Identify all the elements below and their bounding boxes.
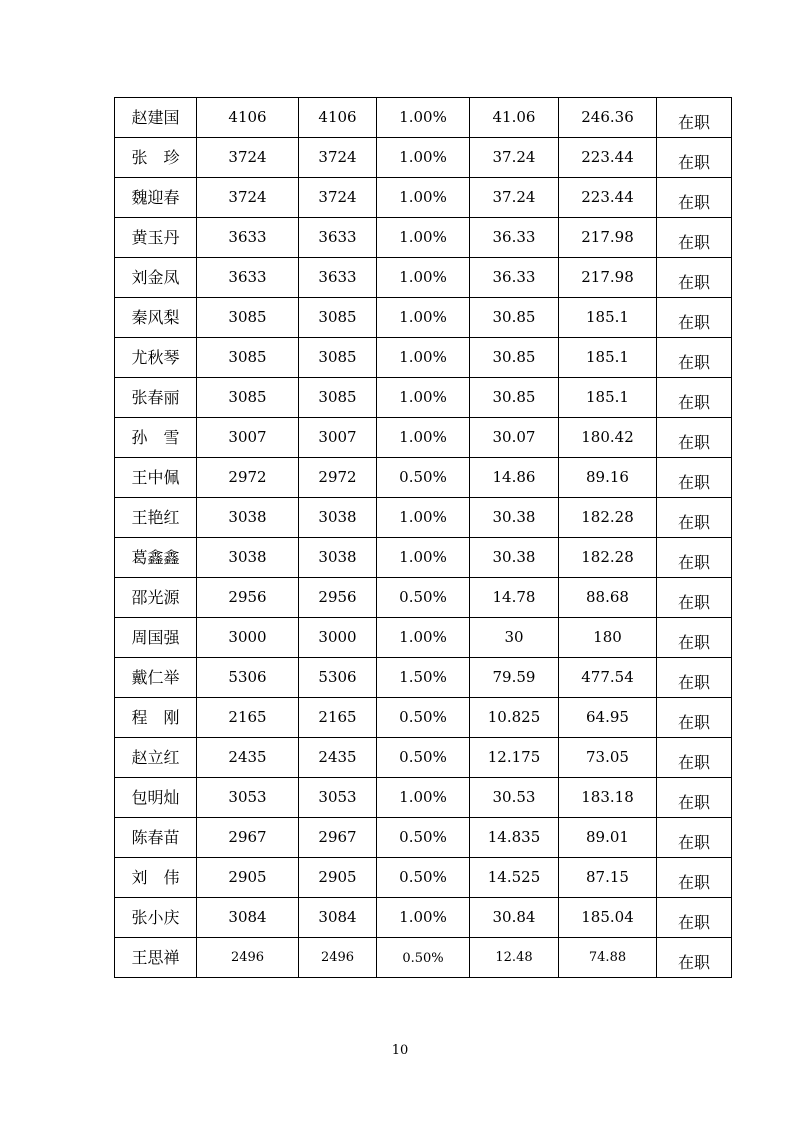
employee-name-cell: 魏迎春: [115, 178, 197, 218]
employee-name-cell: 张春丽: [115, 378, 197, 418]
employee-name-cell: 邵光源: [115, 578, 197, 618]
base-amount-cell: 3007: [197, 418, 299, 458]
base-amount-cell: 3085: [197, 298, 299, 338]
contribution-base-cell: 3085: [299, 298, 377, 338]
status-cell: 在职: [657, 138, 732, 178]
monthly-amount-cell: 30.85: [470, 338, 559, 378]
rate-cell: 1.00%: [377, 898, 470, 938]
monthly-amount-cell: 10.825: [470, 698, 559, 738]
status-cell: 在职: [657, 298, 732, 338]
rate-cell: 1.50%: [377, 658, 470, 698]
base-amount-cell: 3000: [197, 618, 299, 658]
status-cell: 在职: [657, 378, 732, 418]
monthly-amount-cell: 30.07: [470, 418, 559, 458]
total-amount-cell: 180.42: [559, 418, 657, 458]
status-cell: 在职: [657, 698, 732, 738]
status-cell: 在职: [657, 738, 732, 778]
rate-cell: 0.50%: [377, 938, 470, 978]
monthly-amount-cell: 36.33: [470, 258, 559, 298]
contribution-base-cell: 3724: [299, 178, 377, 218]
base-amount-cell: 3038: [197, 498, 299, 538]
table-row: [115, 538, 732, 578]
contribution-base-cell: 3084: [299, 898, 377, 938]
base-amount-cell: 3085: [197, 338, 299, 378]
total-amount-cell: 73.05: [559, 738, 657, 778]
base-amount-cell: 3085: [197, 378, 299, 418]
rate-cell: 0.50%: [377, 858, 470, 898]
contribution-base-cell: 3038: [299, 538, 377, 578]
base-amount-cell: 2496: [197, 938, 299, 978]
total-amount-cell: 185.1: [559, 378, 657, 418]
employee-name-cell: 秦风梨: [115, 298, 197, 338]
total-amount-cell: 217.98: [559, 218, 657, 258]
monthly-amount-cell: 30.85: [470, 378, 559, 418]
table-row: [115, 698, 732, 738]
contribution-base-cell: 2435: [299, 738, 377, 778]
total-amount-cell: 246.36: [559, 98, 657, 138]
total-amount-cell: 180: [559, 618, 657, 658]
table-row: [115, 618, 732, 658]
employee-name-cell: 包明灿: [115, 778, 197, 818]
employee-name-cell: 程 刚: [115, 698, 197, 738]
rate-cell: 1.00%: [377, 98, 470, 138]
rate-cell: 1.00%: [377, 498, 470, 538]
total-amount-cell: 477.54: [559, 658, 657, 698]
employee-name-cell: 周国强: [115, 618, 197, 658]
status-cell: 在职: [657, 538, 732, 578]
table-row: [115, 738, 732, 778]
base-amount-cell: 2956: [197, 578, 299, 618]
table-row: [115, 858, 732, 898]
contribution-base-cell: 3053: [299, 778, 377, 818]
contribution-base-cell: 2496: [299, 938, 377, 978]
total-amount-cell: 89.01: [559, 818, 657, 858]
status-cell: 在职: [657, 938, 732, 978]
table-row: [115, 298, 732, 338]
employee-name-cell: 张 珍: [115, 138, 197, 178]
monthly-amount-cell: 30.85: [470, 298, 559, 338]
rate-cell: 0.50%: [377, 818, 470, 858]
contribution-table: [114, 97, 732, 978]
rate-cell: 1.00%: [377, 378, 470, 418]
table-row: [115, 418, 732, 458]
monthly-amount-cell: 14.86: [470, 458, 559, 498]
base-amount-cell: 3038: [197, 538, 299, 578]
total-amount-cell: 88.68: [559, 578, 657, 618]
table-row: [115, 898, 732, 938]
rate-cell: 1.00%: [377, 178, 470, 218]
table-row: [115, 658, 732, 698]
table-row: [115, 938, 732, 978]
rate-cell: 1.00%: [377, 138, 470, 178]
base-amount-cell: 3633: [197, 218, 299, 258]
base-amount-cell: 4106: [197, 98, 299, 138]
status-cell: 在职: [657, 618, 732, 658]
table-body: [115, 98, 732, 978]
rate-cell: 1.00%: [377, 298, 470, 338]
status-cell: 在职: [657, 218, 732, 258]
monthly-amount-cell: 37.24: [470, 138, 559, 178]
employee-name-cell: 孙 雪: [115, 418, 197, 458]
employee-name-cell: 王艳红: [115, 498, 197, 538]
status-cell: 在职: [657, 778, 732, 818]
monthly-amount-cell: 79.59: [470, 658, 559, 698]
total-amount-cell: 223.44: [559, 178, 657, 218]
employee-name-cell: 刘 伟: [115, 858, 197, 898]
status-cell: 在职: [657, 898, 732, 938]
base-amount-cell: 3724: [197, 178, 299, 218]
rate-cell: 0.50%: [377, 698, 470, 738]
monthly-amount-cell: 14.835: [470, 818, 559, 858]
base-amount-cell: 2972: [197, 458, 299, 498]
monthly-amount-cell: 41.06: [470, 98, 559, 138]
employee-name-cell: 戴仁举: [115, 658, 197, 698]
base-amount-cell: 2435: [197, 738, 299, 778]
monthly-amount-cell: 30.53: [470, 778, 559, 818]
base-amount-cell: 2165: [197, 698, 299, 738]
employee-name-cell: 黄玉丹: [115, 218, 197, 258]
total-amount-cell: 217.98: [559, 258, 657, 298]
status-cell: 在职: [657, 658, 732, 698]
employee-name-cell: 赵建国: [115, 98, 197, 138]
rate-cell: 0.50%: [377, 578, 470, 618]
base-amount-cell: 3724: [197, 138, 299, 178]
rate-cell: 1.00%: [377, 418, 470, 458]
contribution-base-cell: 3724: [299, 138, 377, 178]
rate-cell: 1.00%: [377, 538, 470, 578]
base-amount-cell: 5306: [197, 658, 299, 698]
table-row: [115, 818, 732, 858]
status-cell: 在职: [657, 458, 732, 498]
status-cell: 在职: [657, 498, 732, 538]
status-cell: 在职: [657, 578, 732, 618]
total-amount-cell: 182.28: [559, 498, 657, 538]
employee-name-cell: 陈春苗: [115, 818, 197, 858]
total-amount-cell: 74.88: [559, 938, 657, 978]
rate-cell: 1.00%: [377, 618, 470, 658]
rate-cell: 1.00%: [377, 218, 470, 258]
status-cell: 在职: [657, 858, 732, 898]
contribution-base-cell: 2972: [299, 458, 377, 498]
monthly-amount-cell: 30.38: [470, 498, 559, 538]
monthly-amount-cell: 30.38: [470, 538, 559, 578]
monthly-amount-cell: 37.24: [470, 178, 559, 218]
total-amount-cell: 185.1: [559, 298, 657, 338]
total-amount-cell: 87.15: [559, 858, 657, 898]
total-amount-cell: 183.18: [559, 778, 657, 818]
total-amount-cell: 223.44: [559, 138, 657, 178]
status-cell: 在职: [657, 178, 732, 218]
contribution-base-cell: 2967: [299, 818, 377, 858]
page-number: 10: [391, 1043, 409, 1058]
monthly-amount-cell: 12.175: [470, 738, 559, 778]
rate-cell: 0.50%: [377, 738, 470, 778]
table-row: [115, 258, 732, 298]
table-row: [115, 498, 732, 538]
contribution-base-cell: 3085: [299, 378, 377, 418]
status-cell: 在职: [657, 98, 732, 138]
base-amount-cell: 2905: [197, 858, 299, 898]
employee-name-cell: 王思禅: [115, 938, 197, 978]
table-row: [115, 98, 732, 138]
table-row: [115, 578, 732, 618]
contribution-base-cell: 3633: [299, 218, 377, 258]
monthly-amount-cell: 30: [470, 618, 559, 658]
base-amount-cell: 3084: [197, 898, 299, 938]
table-row: [115, 338, 732, 378]
status-cell: 在职: [657, 418, 732, 458]
employee-name-cell: 赵立红: [115, 738, 197, 778]
employee-name-cell: 葛鑫鑫: [115, 538, 197, 578]
contribution-base-cell: 3038: [299, 498, 377, 538]
contribution-base-cell: 3007: [299, 418, 377, 458]
status-cell: 在职: [657, 258, 732, 298]
contribution-base-cell: 5306: [299, 658, 377, 698]
contribution-base-cell: 2905: [299, 858, 377, 898]
rate-cell: 0.50%: [377, 458, 470, 498]
base-amount-cell: 3633: [197, 258, 299, 298]
employee-name-cell: 王中佩: [115, 458, 197, 498]
monthly-amount-cell: 14.78: [470, 578, 559, 618]
status-cell: 在职: [657, 818, 732, 858]
total-amount-cell: 64.95: [559, 698, 657, 738]
monthly-amount-cell: 30.84: [470, 898, 559, 938]
status-cell: 在职: [657, 338, 732, 378]
monthly-amount-cell: 14.525: [470, 858, 559, 898]
contribution-base-cell: 2956: [299, 578, 377, 618]
contribution-base-cell: 2165: [299, 698, 377, 738]
total-amount-cell: 185.04: [559, 898, 657, 938]
contribution-base-cell: 4106: [299, 98, 377, 138]
table-row: [115, 218, 732, 258]
employee-name-cell: 刘金凤: [115, 258, 197, 298]
table-row: [115, 778, 732, 818]
table-row: [115, 178, 732, 218]
contribution-base-cell: 3085: [299, 338, 377, 378]
monthly-amount-cell: 36.33: [470, 218, 559, 258]
employee-name-cell: 尤秋琴: [115, 338, 197, 378]
rate-cell: 1.00%: [377, 338, 470, 378]
table-row: [115, 458, 732, 498]
table-row: [115, 138, 732, 178]
base-amount-cell: 3053: [197, 778, 299, 818]
total-amount-cell: 182.28: [559, 538, 657, 578]
contribution-base-cell: 3633: [299, 258, 377, 298]
total-amount-cell: 185.1: [559, 338, 657, 378]
monthly-amount-cell: 12.48: [470, 938, 559, 978]
contribution-base-cell: 3000: [299, 618, 377, 658]
table-row: [115, 378, 732, 418]
total-amount-cell: 89.16: [559, 458, 657, 498]
rate-cell: 1.00%: [377, 258, 470, 298]
rate-cell: 1.00%: [377, 778, 470, 818]
employee-name-cell: 张小庆: [115, 898, 197, 938]
base-amount-cell: 2967: [197, 818, 299, 858]
